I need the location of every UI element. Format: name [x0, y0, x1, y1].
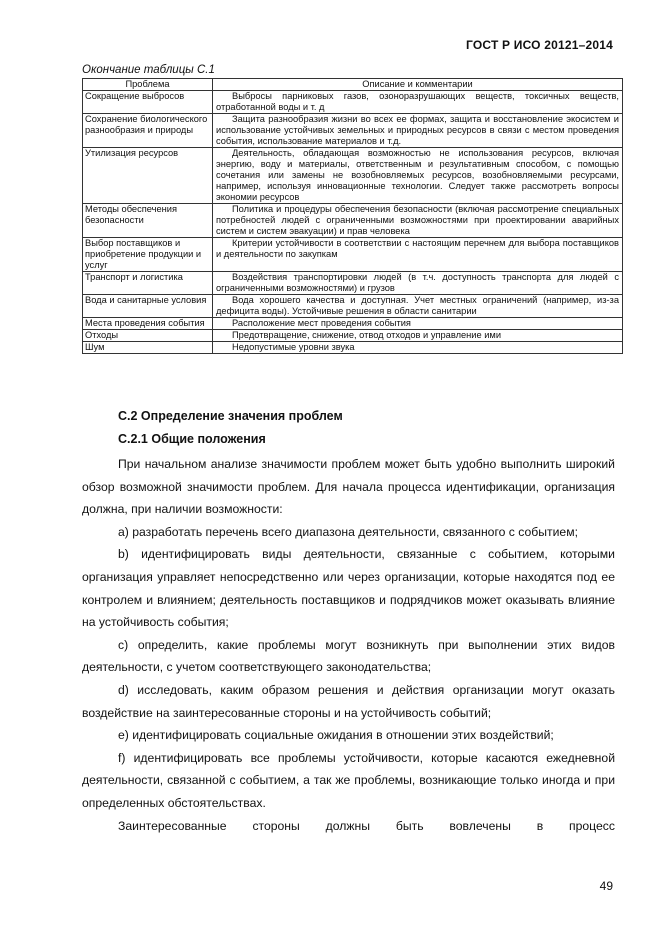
- table-row: [83, 91, 623, 114]
- section-heading-c2: С.2 Определение значения проблем: [118, 409, 343, 423]
- list-item-b: b) идентифицировать виды деятельности, связанные с событием, которыми организация управляет непосредственно или через организации, которые находятся под ее контролем и влиянием; деятельность поставщиков и подрядчиков может оказывать влияние на устойчивость события;: [82, 547, 615, 630]
- problem-cell: Методы обеспечения безопасности: [83, 204, 213, 238]
- description-cell: Недопустимые уровни звука: [213, 342, 623, 354]
- description-cell: Выбросы парниковых газов, озоноразрушающих веществ, токсичных веществ, отработанной воды и т. д: [213, 91, 623, 114]
- description-cell: Вода хорошего качества и доступная. Учет местных ограничений (например, из-за дефицита воды). Устойчивые решения в области санитарии: [213, 295, 623, 318]
- table-row: [83, 342, 623, 354]
- list-item-e: е) идентифицировать социальные ожидания в отношении этих воздействий;: [118, 728, 554, 743]
- table-caption: Окончание таблицы С.1: [82, 64, 215, 76]
- description-cell: Критерии устойчивости в соответствии с настоящим перечнем для выбора поставщиков и деятельности по закупкам: [213, 238, 623, 272]
- document-code: ГОСТ Р ИСО 20121–2014: [466, 38, 613, 52]
- table-row: [83, 318, 623, 330]
- problem-cell: Транспорт и логистика: [83, 272, 213, 295]
- description-cell: Политика и процедуры обеспечения безопасности (включая рассмотрение специальных потребностей людей с ограниченными возможностями при проектировании аварийных систем и систем эвакуации) и прав человека: [213, 204, 623, 238]
- table-row: [83, 272, 623, 295]
- column-header-problem: Проблема: [83, 79, 213, 91]
- problem-cell: Сокращение выбросов: [83, 91, 213, 114]
- table-header-row: [83, 79, 623, 91]
- problems-table: [82, 78, 623, 354]
- description-cell: Воздействия транспортировки людей (в т.ч. доступность транспорта для людей с ограниченными возможностями) и грузов: [213, 272, 623, 295]
- page-number: 49: [599, 879, 613, 893]
- list-item-d: d) исследовать, каким образом решения и действия организации могут оказать воздействие на заинтересованные стороны и на устойчивость событий;: [82, 682, 615, 720]
- table-row: [83, 238, 623, 272]
- problem-cell: Места проведения события: [83, 318, 213, 330]
- intro-paragraph: При начальном анализе значимости проблем может быть удобно выполнить широкий обзор возможной значимости проблем. Для начала процесса идентификации, организация должна, при наличии возможности:: [82, 457, 615, 517]
- problem-cell: Отходы: [83, 330, 213, 342]
- closing-paragraph: Заинтересованные стороны должны быть вовлечены в процесс: [118, 818, 615, 833]
- table-row: [83, 295, 623, 318]
- problem-cell: Утилизация ресурсов: [83, 148, 213, 204]
- table-row: [83, 114, 623, 148]
- body-text: [82, 453, 615, 837]
- table-row: [83, 330, 623, 342]
- list-item-a: а) разработать перечень всего диапазона деятельности, связанного с событием;: [118, 524, 578, 539]
- problem-cell: Шум: [83, 342, 213, 354]
- problem-cell: Вода и санитарные условия: [83, 295, 213, 318]
- problem-cell: Выбор поставщиков и приобретение продукции и услуг: [83, 238, 213, 272]
- list-item-f: f) идентифицировать все проблемы устойчивости, которые касаются ежедневной деятельности, связанной с событием, а так же проблемы, возникающие только иногда и при определенных обстоятельствах.: [82, 750, 615, 810]
- description-cell: Предотвращение, снижение, отвод отходов и управление ими: [213, 330, 623, 342]
- description-cell: Деятельность, обладающая возможностью не использования ресурсов, включая энергию, воду и материалы, ответственным и результативным способом, с помощью сочетания или замены не возобновляемых ресурсов, возобновляемыми ресурсами, например, используя инновационные технологии. Следует также рассмотреть вопросы экономии ресурсов: [213, 148, 623, 204]
- description-cell: Расположение мест проведения события: [213, 318, 623, 330]
- section-heading-c21: С.2.1 Общие положения: [118, 432, 266, 446]
- table-row: [83, 148, 623, 204]
- table-row: [83, 204, 623, 238]
- description-cell: Защита разнообразия жизни во всех ее формах, защита и восстановление экосистем и использование устойчивых земельных и природных ресурсов в связи с местом проведения события, использование материалов и т.д.: [213, 114, 623, 148]
- column-header-description: Описание и комментарии: [213, 79, 623, 91]
- list-item-c: с) определить, какие проблемы могут возникнуть при выполнении этих видов деятельности, с учетом соответствующего законодательства;: [82, 637, 615, 675]
- problem-cell: Сохранение биологического разнообразия и природы: [83, 114, 213, 148]
